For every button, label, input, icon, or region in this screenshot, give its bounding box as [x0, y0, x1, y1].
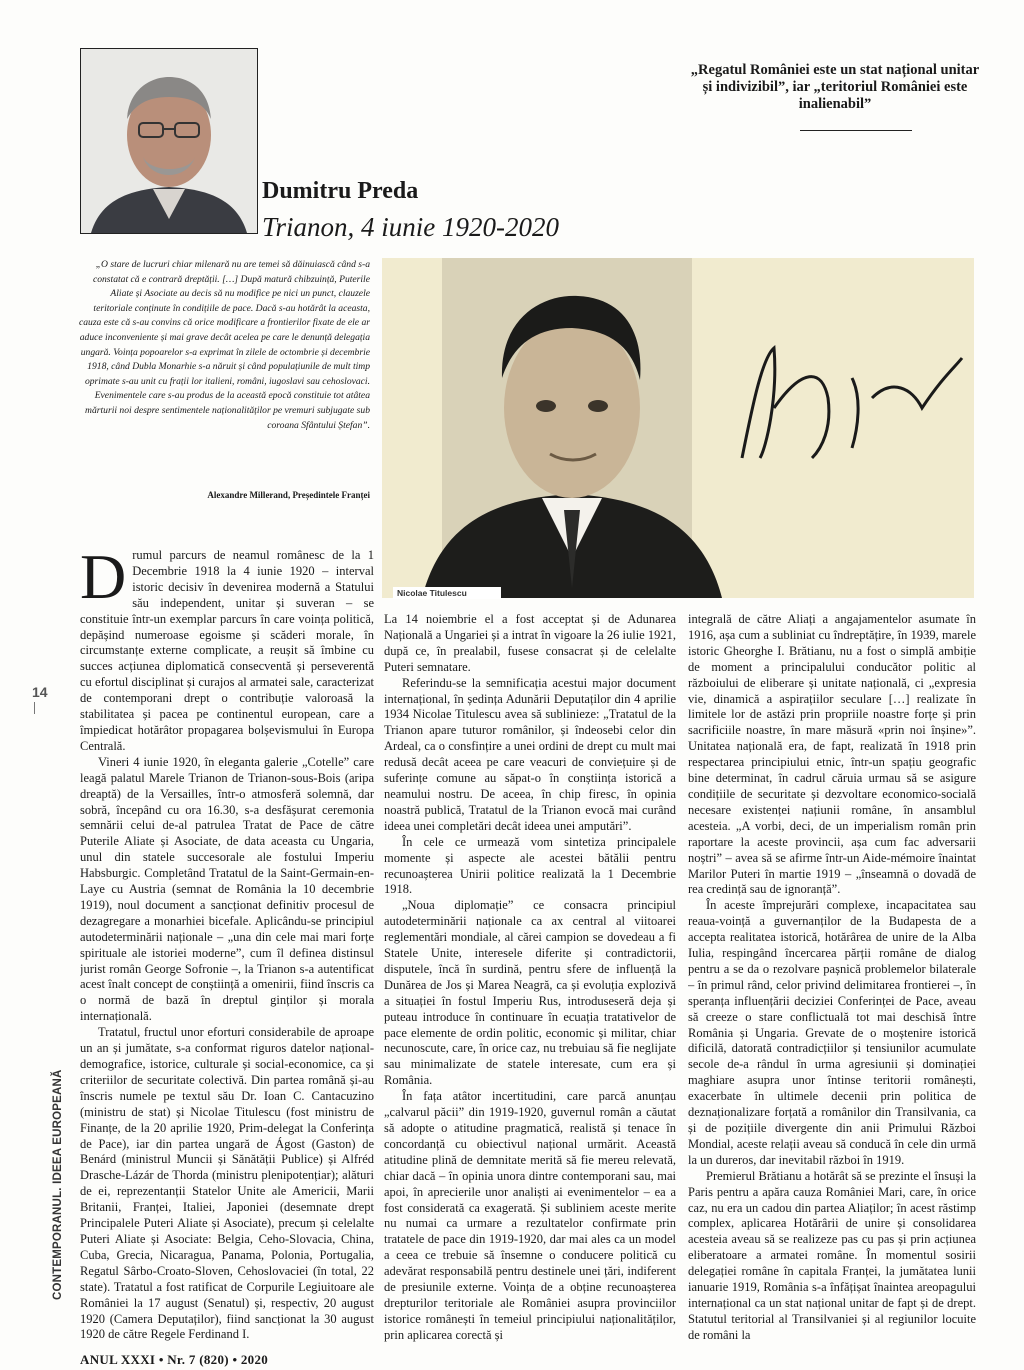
- page-number-rule: [34, 702, 35, 714]
- photo-caption: Nicolae Titulescu: [393, 587, 501, 599]
- article-column-2: [384, 612, 676, 1356]
- paragraph: „Noua diplomație” ce consacra principiul autodeterminării naționale ca ax central al viitoarei reglementări mondiale, al cărei campion se dovedeau a fi Statele Unite, interesele diferite și contradictorii, disputele, încă în surdină, pentru sfere de influență la Dunărea de Jos și Marea Neagră, ca și evoluția explozivă a situației în fostul Imperiu Rus, introduseseră deja și puteau introduce în continuare în ecuația tratativelor de pace elemente de ordin politic, economic și militar, chiar necunoscute, care, în orice caz, nu trebuiau să fie neglijate sau minimalizate de statele interesate, cum era și România.: [384, 898, 676, 1088]
- article-column-3: [688, 612, 976, 1356]
- pull-quote-rule: [800, 130, 912, 131]
- article-author: Dumitru Preda: [262, 178, 419, 204]
- paragraph-text: rumul parcurs de neamul românesc de la 1 Decembrie 1918 la 4 iunie 1920 – interval istoric decisiv în devenirea modernă a Statului său independent, unitar și suveran – se constituie într-un exemplar parcurs în care voința politică, depășind numeroase egoisme și scăderi morale, în circumstanțe externe complicate, a reușit să îmbine cu succes acțiunea diplomatică consecventă și perseverentă cu efortul disciplinat și curajos al armatei sale, caracterizat de contemporani drept o contribuție valoroasă la stabilitatea și pacea pe continentul european, care a împiedicat hotărâtor propagarea bolșevismului în Europa Centrală.: [80, 548, 374, 753]
- epigraph: „O stare de lucruri chiar milenară nu are temei să dăinuiască când s-a constatat că e contrară dreptății. […] După matură chibzuință, Puterile Aliate și Asociate au decis să nu modifice pe nici un punct, clauzele teritoriale conținute în condițiile de pace. Dacă s-au hotărât la aceasta, cauza este că s-au convins că orice modificare a frontierilor fixate de ele ar aduce inconveniente și mai grave decât acelea pe care le denunță delegația ungară. Voința popoarelor s-a exprimat în zilele de octombrie și decembrie 1918, când Dubla Monarhie s-a năruit și când populațiunile de mult timp oprimate s-au unit cu frații lor italieni, români, iugoslavi sau cehoslovaci. Evenimentele care s-au produs de la această epocă constituie tot atâtea mărturii noi despre sentimentele naționalităților pe vremuri subjugate sub coroana Sfântului Ștefan”.: [78, 259, 370, 431]
- page-number: 14: [32, 684, 48, 700]
- paragraph: În cele ce urmează vom sintetiza principalele momente și aspecte ale acestei bătălii pentru recunoașterea Unirii politice realizată la 1 Decembrie 1918.: [384, 834, 676, 897]
- titulescu-photo: [382, 258, 974, 598]
- pull-quote: „Regatul României este un stat național unitar și indivizibil”, iar „teritoriul României este inalienabil”: [690, 62, 980, 112]
- author-portrait: [80, 48, 258, 234]
- article-title: Trianon, 4 iunie 1920-2020: [262, 212, 560, 242]
- journal-side-label: CONTEMPORANUL. IDEEA EUROPEANĂ: [52, 1069, 64, 1300]
- article-column-1: [80, 548, 374, 1356]
- drop-cap: D: [80, 548, 127, 612]
- paragraph: Tratatul, fructul unor eforturi considerabile de aproape un an și jumătate, s-a conformat riguros datelor național-demografice, istorice, culturale și social-economice, ca și criteriilor de securitate colectivă. Din partea română și-au înscris numele pe textul său Dr. Ioan C. Cantacuzino (ministru de stat) și Nicolae Titulescu (fost ministru de Finanțe, de la 20 aprilie 1920, Prim-delegat la Conferința de Pace), iar din partea ungară de Ágost (Gaston) de Benárd (ministrul Muncii și Sănătății Publice) și Alfréd Drasche-Lázár de Thorda (ministru plenipotențiar); alături de ei, reprezentanții Statelor Unite ale Americii, Marii Britanii, Franței, Italiei, Japoniei (desemnate drept Principalele Puteri Aliate și Asociate), precum și celelalte Puteri Aliate și Asociate: Belgia, Ceho-Slovacia, China, Cuba, Grecia, Nicaragua, Panama, Polonia, Portugalia, Regatul Sârbo-Croato-Sloven, Cehoslovaciei (în total, 22 state). Tratatul a fost ratificat de Corpurile Legiuitoare ale României la 17 august (Senatul) și, respectiv, 20 august 1920 (Camera Deputaților), fiind sancționat la 30 august 1920 de către Regele Ferdinand I.: [80, 1025, 374, 1342]
- epigraph-attribution: Alexandre Millerand, Președintele Franței: [207, 490, 370, 500]
- paragraph: În fața atâtor incertitudini, care parcă anunțau „calvarul păcii” din 1919-1920, guvernul român a căutat să adopte o atitudine pragmatică, realistă și tenace în concordanță cu obiectivul național urmărit. Această atitudine plină de demnitate merită să fie mereu relevată, chiar dacă – în opinia unora dintre contemporani sau, mai apoi, în aprecierile unor analiști ai evenimentelor – ea a fost considerată ca exagerată. Și subliniem aceste merite nu numai ca urmare a rezultatelor confirmate prin tratatele de pace din 1919-1920, dar mai ales ca un model a ceea ce trebuie să însemne o conducere politică cu adevărat responsabilă pentru destinele unei țări, indiferent de presiunile externe. Voința de a obține recunoașterea drepturilor teritoriale ale României asupra provinciilor istorice românești în temeiul principiului naționalităților, prin aplicarea corectă și: [384, 1089, 676, 1342]
- paragraph: În aceste împrejurări complexe, incapacitatea sau reaua-voință a guvernanților de la Budapesta de a accepta realitatea istorică, hotărârea de unire de la Alba Iulia, respingând încercarea părții române de dialog pentru a se da o rezolvare pașnică problemelor bilaterale – în primul rând, celor privind delimitarea frontierei –, în speranța influențării deciziei Conferinței de Pace, aveau să creeze o stare conflictuală tot mai deschisă între România și Ungaria. Grevate de o moștenire istorică dificilă, datorată contradicțiilor și tensiunilor acumulate secole de-a rândul în urma agresiunii și dominației maghiare asupra unor întinse teritorii românești, exacerbate în ultimele decenii prin politica de deznaționalizare forțată a românilor din Transilvania, ca și de pozițiile divergente din anii Primului Război Mondial, aceste relații aveau să conducă în cele din urmă la un dureros, dar inevitabil război în 1919.: [688, 898, 976, 1167]
- paragraph: Vineri 4 iunie 1920, în eleganta galerie „Cotelle” care leagă palatul Marele Trianon de Trianon-sous-Bois (aripa dreaptă) de la Versailles, într-o atmosferă solemnă, dar sobră, începând cu ora 16.30, s-a desfășurat ceremonia semnării celui de-al patrulea Tratat de Pace de către Puterile Aliate și Asociate, de data aceasta cu Ungaria, unul din statele succesorale ale fostului Imperiu Habsburgic. Completând Tratatul de la Saint-Germain-en-Laye cu Austria (semnat de România la 10 decembrie 1919), noul document a sancționat definitiv procesul de dezagregare a monarhiei bicefale. Aplicându-se principiul autodeterminării naționale – „una din cele mai mari forțe spirituale ale istoriei moderne”, cum îl definea distinsul jurist român George Sofronie –, la Trianon s-a autentificat acest înalt concept de conștiință a omenirii, fiind înscris ca o normă de bază în dreptul ginților și morala internațională.: [80, 754, 374, 1024]
- paragraph: Premierul Brătianu a hotărât să se prezinte el însuși la Paris pentru a apăra cauza României Mari, care, în orice caz, nu era un cadou din partea Aliaților; în acest răstimp complex, aplicarea Hotărârii de unire și consolidarea acesteia aveau să se realizeze pas cu pas și prin acțiunea eliberatoare a armatei române. În momentul sosirii delegației române în capitala Franței, la jumătatea lunii ianuarie 1919, România s-a înfățișat înaintea areopagului internațional ca un stat național unitar de fapt și de drept. Statutul teritorial al Transilvaniei și al regiunilor locuite de români la: [688, 1168, 976, 1342]
- paragraph: La 14 noiembrie el a fost acceptat și de Adunarea Națională a Ungariei și a intrat în vigoare la 26 iulie 1921, după ce, în prealabil, fusese consacrat și de celelalte Puteri semnatare.: [384, 612, 676, 674]
- issue-footer: ANUL XXXI • Nr. 7 (820) • 2020: [80, 1352, 269, 1367]
- paragraph: integrală de către Aliați a angajamentelor asumate în 1916, așa cum a subliniat cu îndreptățire, în 1939, marele istoric Gheorghe I. Brătianu, nu a fost o simplă ambiție de moment a principalului conducător politic al războiului de eliberare și unitate națională, ci „expresia vie, dinamică a aspirațiilor seculare […] realizate în limitele lor de astăzi prin propriile noastre forțe și prin sacrificiile noastre, în mare măsură «prin noi înșine»”. Unitatea națională era, de fapt, realizată în 1918 prin respectarea principiului etnic, într-un spațiu geografic bine determinat, în cadrul căruia urmau să se asigure condițiile de securitate și dezvoltare economico-socială necesare existenței națiunii române, în ansamblul acesteia. „A vorbi, deci, de un imperialism român prin raportare la aceste provincii, așa cum fac adversarii noștri” – avea să se afirme într-un Aide-mémoire înaintat Marilor Puteri în martie 1919 – „înseamnă o dovadă de rea credință sau de ignoranță”.: [688, 612, 976, 897]
- paragraph: Referindu-se la semnificația acestui major document internațional, în ședința Adunării Deputaților din 4 aprilie 1934 Nicolae Titulescu avea să sublinieze: „Tratatul de la Trianon apare tuturor românilor, și îndeosebi celor din Ardeal, ca o consfințire a unei ordini de drept cu mult mai redusă decât aceea pe care veacuri de conviețuire și de suferințe comune au săpat-o în conștiința istorică a neamului nostru. De aceea, în chip firesc, în opinia noastră publică, Tratatul de la Trianon evocă mai curând ideea unei completări decât ideea unei amputări”.: [384, 675, 676, 833]
- paragraph: [80, 548, 374, 755]
